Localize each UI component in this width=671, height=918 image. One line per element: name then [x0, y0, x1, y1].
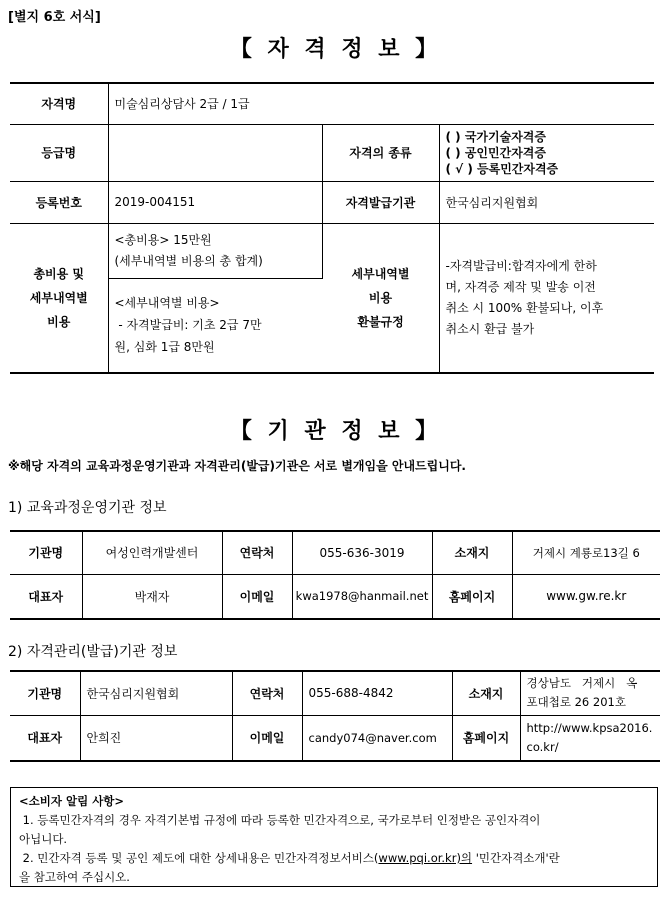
consumer-notice-p2-line1 [19, 849, 649, 868]
qual-type-options [439, 124, 654, 181]
reg-number-value: 2019-004151 [108, 181, 322, 223]
mgmt-org-value: 한국심리지원협회 [80, 671, 232, 715]
qualification-info-table [10, 82, 654, 374]
refund-label [322, 223, 439, 373]
mgmt-contact-label: 연락처 [232, 671, 302, 715]
mgmt-home-value [520, 715, 660, 761]
refund-policy [439, 223, 654, 373]
detail-cost [108, 278, 322, 373]
edu-addr-label: 소재지 [432, 531, 512, 574]
consumer-notice-p2-pre: 2. 민간자격 등록 및 공인 제도에 대한 상세내용은 민간자격정보서비스( [19, 851, 379, 865]
mgmt-contact-value: 055-688-4842 [302, 671, 452, 715]
qual-name-value: 미술심리상담사 2급 / 1급 [108, 83, 654, 124]
mgmt-rep-label: 대표자 [10, 715, 80, 761]
edu-rep-label: 대표자 [10, 574, 82, 619]
consumer-notice-p1-line2: 아닙니다. [19, 832, 68, 846]
org-notice: ※해당 자격의 교육과정운영기관과 자격관리(발급)기관은 서로 별개임을 안내드립니다. [8, 459, 466, 473]
total-cost-line: <총비용> 15만원 [114, 232, 212, 247]
consumer-notice-p2-post: '민간자격소개'란 [472, 851, 560, 865]
mgmt-rep-value: 안희진 [80, 715, 232, 761]
edu-home-value: www.gw.re.kr [512, 574, 660, 619]
mgmt-org-label: 기관명 [10, 671, 80, 715]
cost-label-line: 비용 [47, 314, 71, 329]
edu-addr-value: 거제시 계룡로13길 6 [512, 531, 660, 574]
mgmt-org-table [10, 670, 660, 762]
mgmt-addr-value [520, 671, 660, 715]
refund-line: -자격발급비:합격자에게 한하 [445, 258, 597, 273]
edu-home-label: 홈페이지 [432, 574, 512, 619]
qualification-info-title: 【 자 격 정 보 】 [229, 37, 442, 62]
reg-number-label: 등록번호 [10, 181, 108, 223]
qual-name-label: 자격명 [10, 83, 108, 124]
cost-label-line: 세부내역별 [29, 290, 88, 305]
refund-line: 취소 시 100% 환불되나, 이후 [445, 300, 604, 315]
edu-org-value: 여성인력개발센터 [82, 531, 222, 574]
edu-contact-value: 055-636-3019 [292, 531, 432, 574]
edu-org-table [10, 530, 660, 620]
detail-cost-line: 원, 심화 1급 8만원 [114, 340, 215, 355]
grade-value [108, 124, 322, 181]
consumer-notice-title: <소비자 알림 사항> [19, 794, 125, 808]
type-option-national: ( ) 국가기술자격증 [445, 129, 546, 144]
consumer-notice-box [10, 787, 658, 887]
edu-section-title: 1) 교육과정운영기관 정보 [8, 500, 167, 516]
mgmt-email-label: 이메일 [232, 715, 302, 761]
mgmt-home-line: http://www.kpsa2016. [526, 720, 653, 735]
total-cost [108, 223, 322, 278]
refund-line: 며, 자격증 제작 및 발송 이전 [445, 279, 596, 294]
mgmt-addr-line: 포대첩로 26 201호 [526, 695, 626, 710]
issuer-label: 자격발급기관 [322, 181, 439, 223]
mgmt-section-title: 2) 자격관리(발급)기관 정보 [8, 644, 178, 660]
cost-label-line: 총비용 및 [33, 266, 85, 281]
type-option-certified: ( ) 공인민간자격증 [445, 145, 546, 160]
mgmt-home-line: co.kr/ [526, 739, 559, 754]
pqi-link[interactable]: www.pqi.or.kr)의 [378, 851, 473, 865]
detail-cost-line: - 자격발급비: 기초 2급 7만 [114, 318, 262, 333]
consumer-notice-p1-line1: 1. 등록민간자격의 경우 자격기본법 규정에 따라 등록한 민간자격으로, 국가로부터 인정받은 공인자격이 [19, 813, 541, 827]
org-info-title: 【 기 관 정 보 】 [229, 419, 442, 444]
mgmt-email-value: candy074@naver.com [302, 715, 452, 761]
total-cost-line: (세부내역별 비용의 총 합계) [114, 253, 263, 268]
refund-label-line: 비용 [368, 290, 393, 305]
refund-label-line: 세부내역별 [351, 266, 410, 281]
grade-label: 등급명 [10, 124, 108, 181]
edu-email-value: kwa1978@hanmail.net [292, 574, 432, 619]
mgmt-home-label: 홈페이지 [452, 715, 520, 761]
detail-cost-line: <세부내역별 비용> [114, 296, 220, 311]
cost-label [10, 223, 108, 373]
consumer-notice-p2-line2: 을 참고하여 주십시오. [19, 870, 130, 884]
refund-label-line: 환불규정 [357, 314, 404, 329]
mgmt-addr-label: 소재지 [452, 671, 520, 715]
form-number: [별지 6호 서식] [8, 10, 101, 25]
issuer-value: 한국심리지원협회 [439, 181, 654, 223]
edu-org-label: 기관명 [10, 531, 82, 574]
edu-email-label: 이메일 [222, 574, 292, 619]
edu-rep-value: 박재자 [82, 574, 222, 619]
refund-line: 취소시 환급 불가 [445, 321, 535, 336]
edu-contact-label: 연락처 [222, 531, 292, 574]
mgmt-addr-line: 경상남도 거제시 옥 [526, 676, 638, 691]
type-option-registered: ( √ ) 등록민간자격증 [445, 161, 559, 176]
qual-type-label: 자격의 종류 [322, 124, 439, 181]
